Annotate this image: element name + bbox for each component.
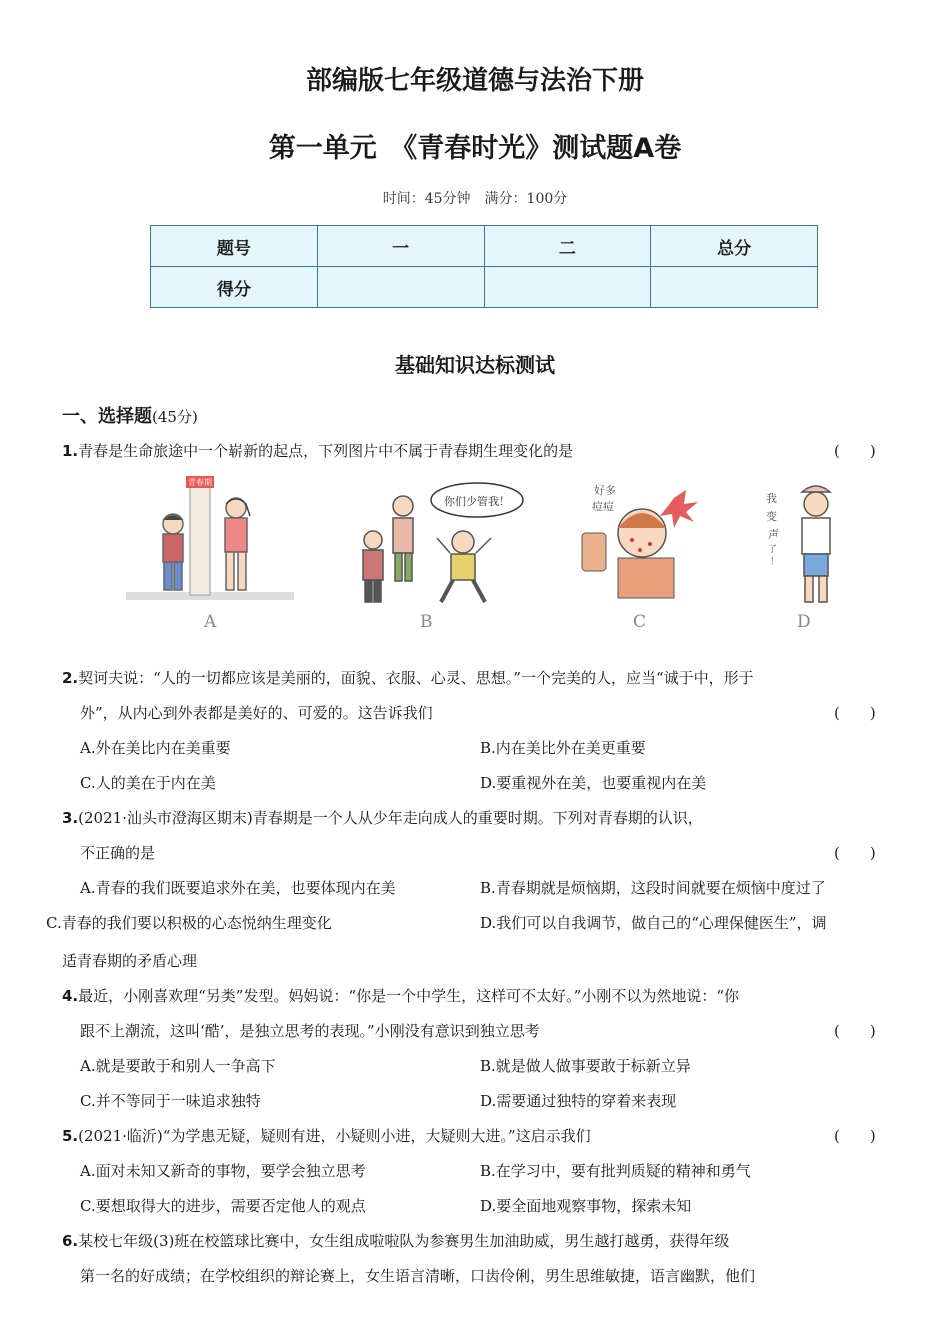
time-score-info: 时间：45分钟 满分：100分: [382, 191, 568, 207]
score-cell[interactable]: [484, 267, 651, 308]
picture-c: [574, 478, 714, 603]
score-table-score-row: [151, 267, 818, 308]
option-b[interactable]: B.青春期就是烦恼期，这段时间就要在烦恼中度过了: [480, 879, 826, 897]
option-c[interactable]: C.人的美在于内在美: [80, 774, 216, 792]
question-text: (2021·汕头市澄海区期末)青春期是一个人从少年走向成人的重要时期。下列对青春期的认识，: [78, 809, 703, 827]
score-table: [150, 225, 818, 308]
option-a[interactable]: A.就是要敢于和别人一争高下: [80, 1057, 276, 1075]
question-number: 4.: [62, 987, 79, 1005]
document-title: 部编版七年级道德与法治下册: [305, 66, 644, 96]
question-text-cont: 外”，从内心到外表都是美好的、可爱的。这告诉我们: [80, 704, 433, 722]
option-b[interactable]: B.就是做人做事要敢于标新立异: [480, 1057, 691, 1075]
question-number: 2.: [62, 669, 79, 687]
question-number: 5.: [62, 1127, 79, 1145]
question-text: 某校七年级(3)班在校篮球比赛中，女生组成啦啦队为参赛男生加油助威，男生越打越勇，获得年级: [78, 1232, 730, 1250]
question-text-cont: 第一名的好成绩；在学校组织的辩论赛上，女生语言清晰，口齿伶俐，男生思维敏捷，语言幽默，他们: [80, 1267, 756, 1285]
answer-blank[interactable]: ( ): [834, 704, 876, 722]
height-chart-illustration: [118, 472, 298, 607]
question-text: 契诃夫说：“人的一切都应该是美丽的，面貌、衣服、心灵、思想。”一个完美的人，应当“诚于中，形于: [78, 669, 754, 687]
question-4: [62, 985, 739, 1006]
voice-change-illustration: [760, 478, 860, 608]
answer-blank[interactable]: ( ): [834, 1022, 876, 1040]
voice-text-5: ！: [770, 557, 780, 567]
option-a[interactable]: A.外在美比内在美重要: [80, 739, 231, 757]
picture-d-caption: D: [797, 612, 811, 632]
option-c[interactable]: C.并不等同于一味追求独特: [80, 1092, 261, 1110]
question-text-cont: 不正确的是: [80, 844, 156, 862]
option-d[interactable]: D.我们可以自我调节，做自己的“心理保健医生”，调: [480, 914, 827, 932]
acne-illustration: [574, 478, 714, 603]
option-d[interactable]: D.需要通过独特的穿着来表现: [480, 1092, 677, 1110]
option-c[interactable]: C.要想取得大的进步，需要否定他人的观点: [80, 1197, 366, 1215]
speech-bubble-text: 你们少管我！: [444, 495, 510, 508]
picture-a-caption: A: [204, 612, 217, 632]
option-d[interactable]: D.要全面地观察事物，探索未知: [480, 1197, 692, 1215]
table-cell: 二: [484, 226, 651, 267]
picture-b: [345, 478, 530, 608]
voice-text-4: 了: [768, 545, 778, 555]
question-3: [62, 807, 703, 828]
question-6: [62, 1230, 729, 1251]
option-c[interactable]: C.青春的我们要以积极的心态悦纳生理变化: [46, 914, 332, 932]
question-text-cont: 跟不上潮流，这叫‘酷’，是独立思考的表现。”小刚没有意识到独立思考: [80, 1022, 540, 1040]
argument-illustration: [345, 478, 530, 608]
option-d-cont: 适青春期的矛盾心理: [62, 952, 198, 970]
part-points: (45分): [152, 408, 198, 426]
table-cell: 总分: [651, 226, 818, 267]
table-cell: 一: [317, 226, 484, 267]
score-cell[interactable]: [651, 267, 818, 308]
option-a[interactable]: A.青春的我们既要追求外在美，也要体现内在美: [80, 879, 396, 897]
question-2: [62, 667, 754, 688]
chart-sign-text: 青春期: [188, 478, 212, 487]
question-text: 青春是生命旅途中一个崭新的起点，下列图片中不属于青春期生理变化的是: [78, 442, 574, 460]
table-cell: 得分: [151, 267, 318, 308]
pimple-text-1: 好多: [594, 484, 616, 497]
table-cell: 题号: [151, 226, 318, 267]
voice-text-2: 变: [766, 510, 777, 523]
option-d[interactable]: D.要重视外在美，也要重视内在美: [480, 774, 707, 792]
pimple-text-2: 痘痘: [592, 500, 614, 513]
answer-blank[interactable]: ( ): [834, 1127, 876, 1145]
question-number: 3.: [62, 809, 79, 827]
picture-a: [118, 472, 298, 607]
question-number: 1.: [62, 442, 79, 460]
question-number: 6.: [62, 1232, 79, 1250]
question-text: (2021·临沂)“为学患无疑，疑则有进，小疑则小进，大疑则大进。”这启示我们: [78, 1127, 591, 1145]
part-label: 一、选择题: [62, 406, 152, 427]
option-b[interactable]: B.内在美比外在美更重要: [480, 739, 646, 757]
question-5: [62, 1125, 591, 1146]
question-1: [62, 440, 573, 461]
answer-blank[interactable]: ( ): [834, 442, 876, 460]
score-table-header-row: [151, 226, 818, 267]
voice-text-1: 我: [766, 492, 777, 505]
picture-c-caption: C: [633, 612, 647, 632]
option-a[interactable]: A.面对未知又新奇的事物，要学会独立思考: [80, 1162, 366, 1180]
option-b[interactable]: B.在学习中，要有批判质疑的精神和勇气: [480, 1162, 751, 1180]
part-heading: [62, 402, 198, 428]
score-cell[interactable]: [317, 267, 484, 308]
answer-blank[interactable]: ( ): [834, 844, 876, 862]
test-title: 第一单元 《青春时光》测试题A卷: [268, 133, 682, 164]
section-title: 基础知识达标测试: [395, 353, 555, 377]
voice-text-3: 声: [768, 528, 779, 541]
picture-b-caption: B: [420, 612, 433, 632]
picture-d: [760, 478, 860, 608]
question-text: 最近，小刚喜欢理“另类”发型。妈妈说：“你是一个中学生，这样可不太好。”小刚不以为然地说：“你: [78, 987, 739, 1005]
